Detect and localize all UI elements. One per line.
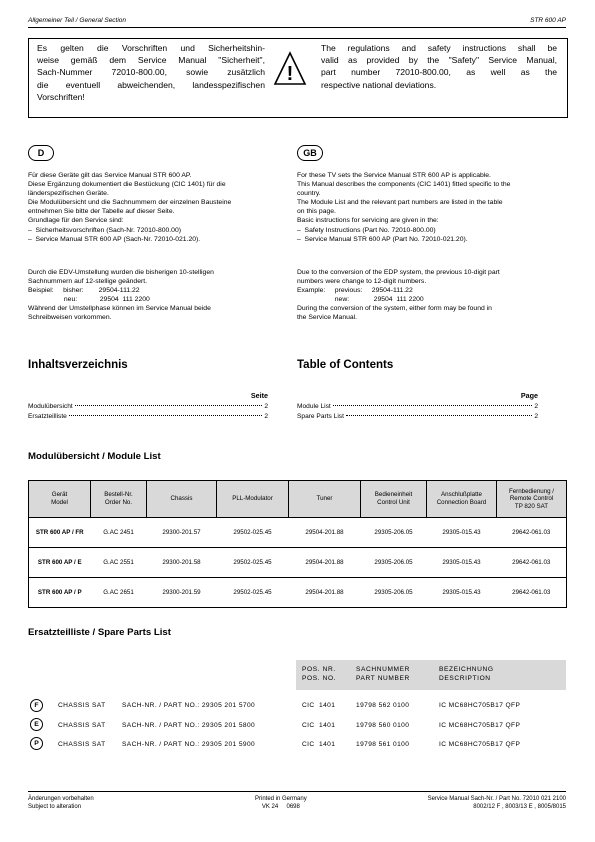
- intro-gb-line: This Manual describes the components (CIC 1401) fitted specific to the: [297, 181, 511, 189]
- toc-leader-dots: [69, 415, 262, 416]
- intro-gb-line: Basic instructions for servicing are given in the:: [297, 217, 439, 225]
- table-cell: 29305-015.43: [427, 548, 497, 578]
- table-cell: 29305-206.05: [361, 578, 427, 608]
- header-line: TP 820 SAT: [514, 502, 549, 510]
- footer-line: 8002/12 F , 8003/13 E , 8005/8015: [473, 804, 566, 811]
- col-header-remote-control: [497, 481, 567, 518]
- header-line: POS. NR.: [302, 666, 336, 673]
- col-header-model: [29, 481, 91, 518]
- notice-en-line: part number 72010-800.00, as well as the: [321, 67, 557, 78]
- edp-text-gb: [297, 268, 567, 323]
- header-line: Control Unit: [377, 499, 410, 506]
- country-badge-f: F: [30, 699, 43, 712]
- intro-de-line: Diese Ergänzung dokumentiert die Bestückung (CIC 1401) für die: [28, 181, 226, 189]
- toc-item-gb[interactable]: [297, 413, 538, 420]
- table-cell: 29300-201.57: [147, 518, 217, 548]
- spare-part-number: 19798 562 0100: [356, 702, 410, 709]
- notice-en-line: valid as provided by the "Safety" Service Manual,: [321, 55, 557, 66]
- spare-pos: CIC 1401: [302, 722, 336, 729]
- safety-notice-box: [28, 38, 568, 118]
- col-header-chassis: [147, 481, 217, 518]
- col-header-tuner: [289, 481, 361, 518]
- spare-header-description: [439, 665, 494, 683]
- table-cell: STR 600 AP / FR: [29, 518, 91, 548]
- toc-title-gb: Table of Contents: [297, 359, 394, 371]
- table-cell: 29502-025.45: [217, 548, 289, 578]
- intro-gb-line: on this page.: [297, 208, 336, 216]
- safety-notice-de: [37, 42, 265, 103]
- edp-de-line: Sachnummern auf 12-stellige geändert.: [28, 278, 148, 286]
- table-cell: 29642-061.03: [497, 518, 567, 548]
- table-row: [29, 578, 567, 608]
- intro-de-line: Die Modulübersicht und die Sachnummern der einzelnen Bausteine: [28, 199, 232, 207]
- edp-de-line: Durch die EDV-Umstellung wurden die bisherigen 10-stelligen: [28, 269, 214, 276]
- spare-parts-title: Ersatzteilliste / Spare Parts List: [28, 627, 171, 638]
- spare-chassis: CHASSIS SAT: [58, 722, 106, 729]
- toc-item-label: Modulübersicht: [28, 403, 73, 410]
- spare-parts-header: [296, 660, 566, 690]
- spare-chassis: CHASSIS SAT: [58, 702, 106, 709]
- intro-gb-line: – Safety Instructions (Part No. 72010-800.00): [297, 226, 436, 234]
- footer-right: [428, 795, 566, 811]
- spare-sach-nr: SACH-NR. / PART NO.: 29305 201 5900: [122, 741, 256, 748]
- spare-pos: CIC 1401: [302, 741, 336, 748]
- header-line: Chassis: [170, 495, 193, 503]
- header-line: Tuner: [316, 495, 333, 503]
- footer-line: Änderungen vorbehalten: [28, 796, 94, 802]
- toc-title-de: Inhaltsverzeichnis: [28, 359, 128, 371]
- table-cell: 29502-025.45: [217, 578, 289, 608]
- language-badge-gb: GB: [297, 145, 323, 161]
- table-cell: 29642-061.03: [497, 548, 567, 578]
- spare-part-number: 19798 560 0100: [356, 722, 410, 729]
- module-list-header-row: [29, 481, 567, 518]
- warning-symbol: !: [286, 63, 294, 85]
- edp-text-de: [28, 268, 276, 323]
- table-cell: 29642-061.03: [497, 578, 567, 608]
- intro-gb-line: For these TV sets the Service Manual STR 600 AP is applicable.: [297, 172, 491, 179]
- module-list-title: Modulübersicht / Module List: [28, 451, 161, 462]
- col-header-connection-board: [427, 481, 497, 518]
- intro-gb-line: The Module List and the relevant part numbers are listed in the table: [297, 199, 503, 207]
- toc-item-page: 2: [534, 403, 538, 410]
- intro-gb-line: country.: [297, 190, 321, 198]
- header-line: Anschlußplatte: [441, 491, 482, 499]
- intro-de-line: Grundlage für den Service sind:: [28, 217, 124, 225]
- header-line: POS. NO.: [302, 675, 337, 682]
- table-cell: 29305-206.05: [361, 548, 427, 578]
- intro-gb-line: – Service Manual STR 600 AP (Part No. 72010-021.20).: [297, 235, 468, 243]
- table-cell: G.AC 2651: [91, 578, 147, 608]
- header-right: STR 600 AP: [530, 17, 566, 24]
- header-line: Order No.: [104, 499, 133, 506]
- spare-sach-nr: SACH-NR. / PART NO.: 29305 201 5800: [122, 722, 256, 729]
- edp-gb-line: the Service Manual.: [297, 314, 358, 322]
- footer-line: Subject to alteration: [28, 804, 82, 811]
- header-line: DESCRIPTION: [439, 675, 491, 682]
- table-cell: STR 600 AP / P: [29, 578, 91, 608]
- language-badge-de: D: [28, 145, 54, 161]
- notice-de-line: Sach-Nummer 72010-800.00, sowie zusätzlich: [37, 67, 265, 78]
- header-line: Remote Control: [509, 495, 554, 503]
- module-list-table: [28, 480, 567, 608]
- notice-de-line: die eventuell abweichenden, landesspezifischen: [37, 79, 265, 90]
- toc-item-de[interactable]: [28, 403, 268, 410]
- notice-de-line: weise gemäß dem Service Manual "Sicherheit",: [37, 55, 265, 66]
- header-line: Model: [51, 499, 68, 506]
- header-left: Allgemeiner Teil / General Section: [28, 17, 127, 24]
- table-cell: 29305-015.43: [427, 578, 497, 608]
- spare-description: IC MC68HC705B17 QFP: [439, 722, 521, 729]
- toc-item-label: Module List: [297, 403, 331, 410]
- notice-en-line: The regulations and safety instructions shall be: [321, 43, 557, 53]
- header-line: Bestell-Nr.: [104, 491, 133, 499]
- safety-notice-en: [321, 42, 557, 91]
- toc-item-page: 2: [264, 403, 268, 410]
- spare-sach-nr: SACH-NR. / PART NO.: 29305 201 5700: [122, 702, 256, 709]
- toc-page-label-de: Seite: [250, 391, 268, 400]
- table-cell: 29305-206.05: [361, 518, 427, 548]
- toc-item-gb[interactable]: [297, 403, 538, 410]
- header-line: PART NUMBER: [356, 675, 410, 682]
- table-cell: G.AC 2451: [91, 518, 147, 548]
- footer-line: VK 24 0698: [261, 804, 300, 811]
- toc-item-page: 2: [264, 413, 268, 420]
- header-line: Bedieneinheit: [374, 491, 413, 499]
- edp-gb-line: Example: previous: 29504-111.22: [297, 287, 413, 295]
- toc-page-label-gb: Page: [520, 391, 538, 400]
- col-header-order-no: [91, 481, 147, 518]
- table-cell: 29504-201.88: [289, 548, 361, 578]
- edp-gb-line: new: 29504 111 2200: [297, 296, 424, 304]
- table-cell: 29300-201.58: [147, 548, 217, 578]
- footer-left: [28, 795, 94, 811]
- edp-gb-line: Due to the conversion of the EDP system, the previous 10-digit part: [297, 269, 500, 276]
- toc-item-label: Spare Parts List: [297, 413, 344, 420]
- intro-de-line: – Sicherheitsvorschriften (Sach-Nr. 72010-800.00): [28, 226, 182, 234]
- table-cell: 29305-015.43: [427, 518, 497, 548]
- footer-line: Service Manual Sach-Nr. / Part No. 72010 021 2100: [427, 796, 566, 802]
- header-line: Connection Board: [436, 499, 487, 506]
- header-line: BEZEICHNUNG: [439, 666, 494, 673]
- intro-de-line: Für diese Geräte gilt das Service Manual STR 600 AP.: [28, 172, 192, 179]
- intro-de-line: länderspezifischen Geräte.: [28, 190, 109, 198]
- edp-de-line: Schreibweisen vorkommen.: [28, 314, 112, 322]
- header-line: SACHNUMMER: [356, 666, 410, 673]
- intro-de-line: entnehmen Sie bitte der Tabelle auf dieser Seite.: [28, 208, 175, 216]
- spare-description: IC MC68HC705B17 QFP: [439, 702, 521, 709]
- table-cell: 29504-201.88: [289, 518, 361, 548]
- footer-center: [255, 795, 307, 811]
- toc-item-label: Ersatzteilliste: [28, 413, 67, 420]
- notice-en-line: respective national deviations.: [321, 79, 437, 90]
- country-badge-p: P: [30, 737, 43, 750]
- intro-text-de: [28, 171, 276, 244]
- intro-de-line: – Service Manual STR 600 AP (Sach-Nr. 72010-021.20).: [28, 235, 201, 243]
- toc-leader-dots: [75, 405, 263, 406]
- notice-de-line: Es gelten die Vorschriften und Sicherheitshin-: [37, 43, 265, 53]
- spare-header-pos: [302, 665, 336, 683]
- spare-header-part-number: [356, 665, 410, 683]
- footer-line: Printed in Germany: [255, 796, 307, 802]
- toc-leader-dots: [333, 405, 533, 406]
- header-line: Fernbedienung /: [508, 487, 555, 495]
- country-badge-e: E: [30, 718, 43, 731]
- toc-item-de[interactable]: [28, 413, 268, 420]
- table-cell: 29502-025.45: [217, 518, 289, 548]
- col-header-pll-modulator: [217, 481, 289, 518]
- footer-rule: [28, 791, 566, 792]
- warning-triangle-icon: [273, 51, 307, 87]
- table-cell: 29504-201.88: [289, 578, 361, 608]
- table-cell: 29300-201.59: [147, 578, 217, 608]
- edp-de-line: neu: 29504 111 2200: [28, 296, 150, 304]
- table-cell: STR 600 AP / E: [29, 548, 91, 578]
- table-row: [29, 518, 567, 548]
- header-line: PLL-Modulator: [232, 495, 273, 503]
- edp-gb-line: During the conversion of the system, either form may be found in: [297, 305, 492, 313]
- spare-part-number: 19798 561 0100: [356, 741, 410, 748]
- toc-item-page: 2: [534, 413, 538, 420]
- header-line: Gerät: [51, 491, 68, 499]
- edp-de-line: Beispiel: bisher: 29504-111.22: [28, 287, 140, 295]
- notice-de-line: Vorschriften!: [37, 91, 85, 102]
- header-rule: [28, 27, 566, 28]
- spare-chassis: CHASSIS SAT: [58, 741, 106, 748]
- spare-description: IC MC68HC705B17 QFP: [439, 741, 521, 748]
- col-header-control-unit: [361, 481, 427, 518]
- edp-gb-line: numbers were change to 12-digit numbers.: [297, 278, 427, 286]
- intro-text-gb: [297, 171, 567, 244]
- table-cell: G.AC 2551: [91, 548, 147, 578]
- toc-leader-dots: [346, 415, 532, 416]
- table-row: [29, 548, 567, 578]
- edp-de-line: Während der Umstellphase können im Service Manual beide: [28, 305, 211, 313]
- spare-pos: CIC 1401: [302, 702, 336, 709]
